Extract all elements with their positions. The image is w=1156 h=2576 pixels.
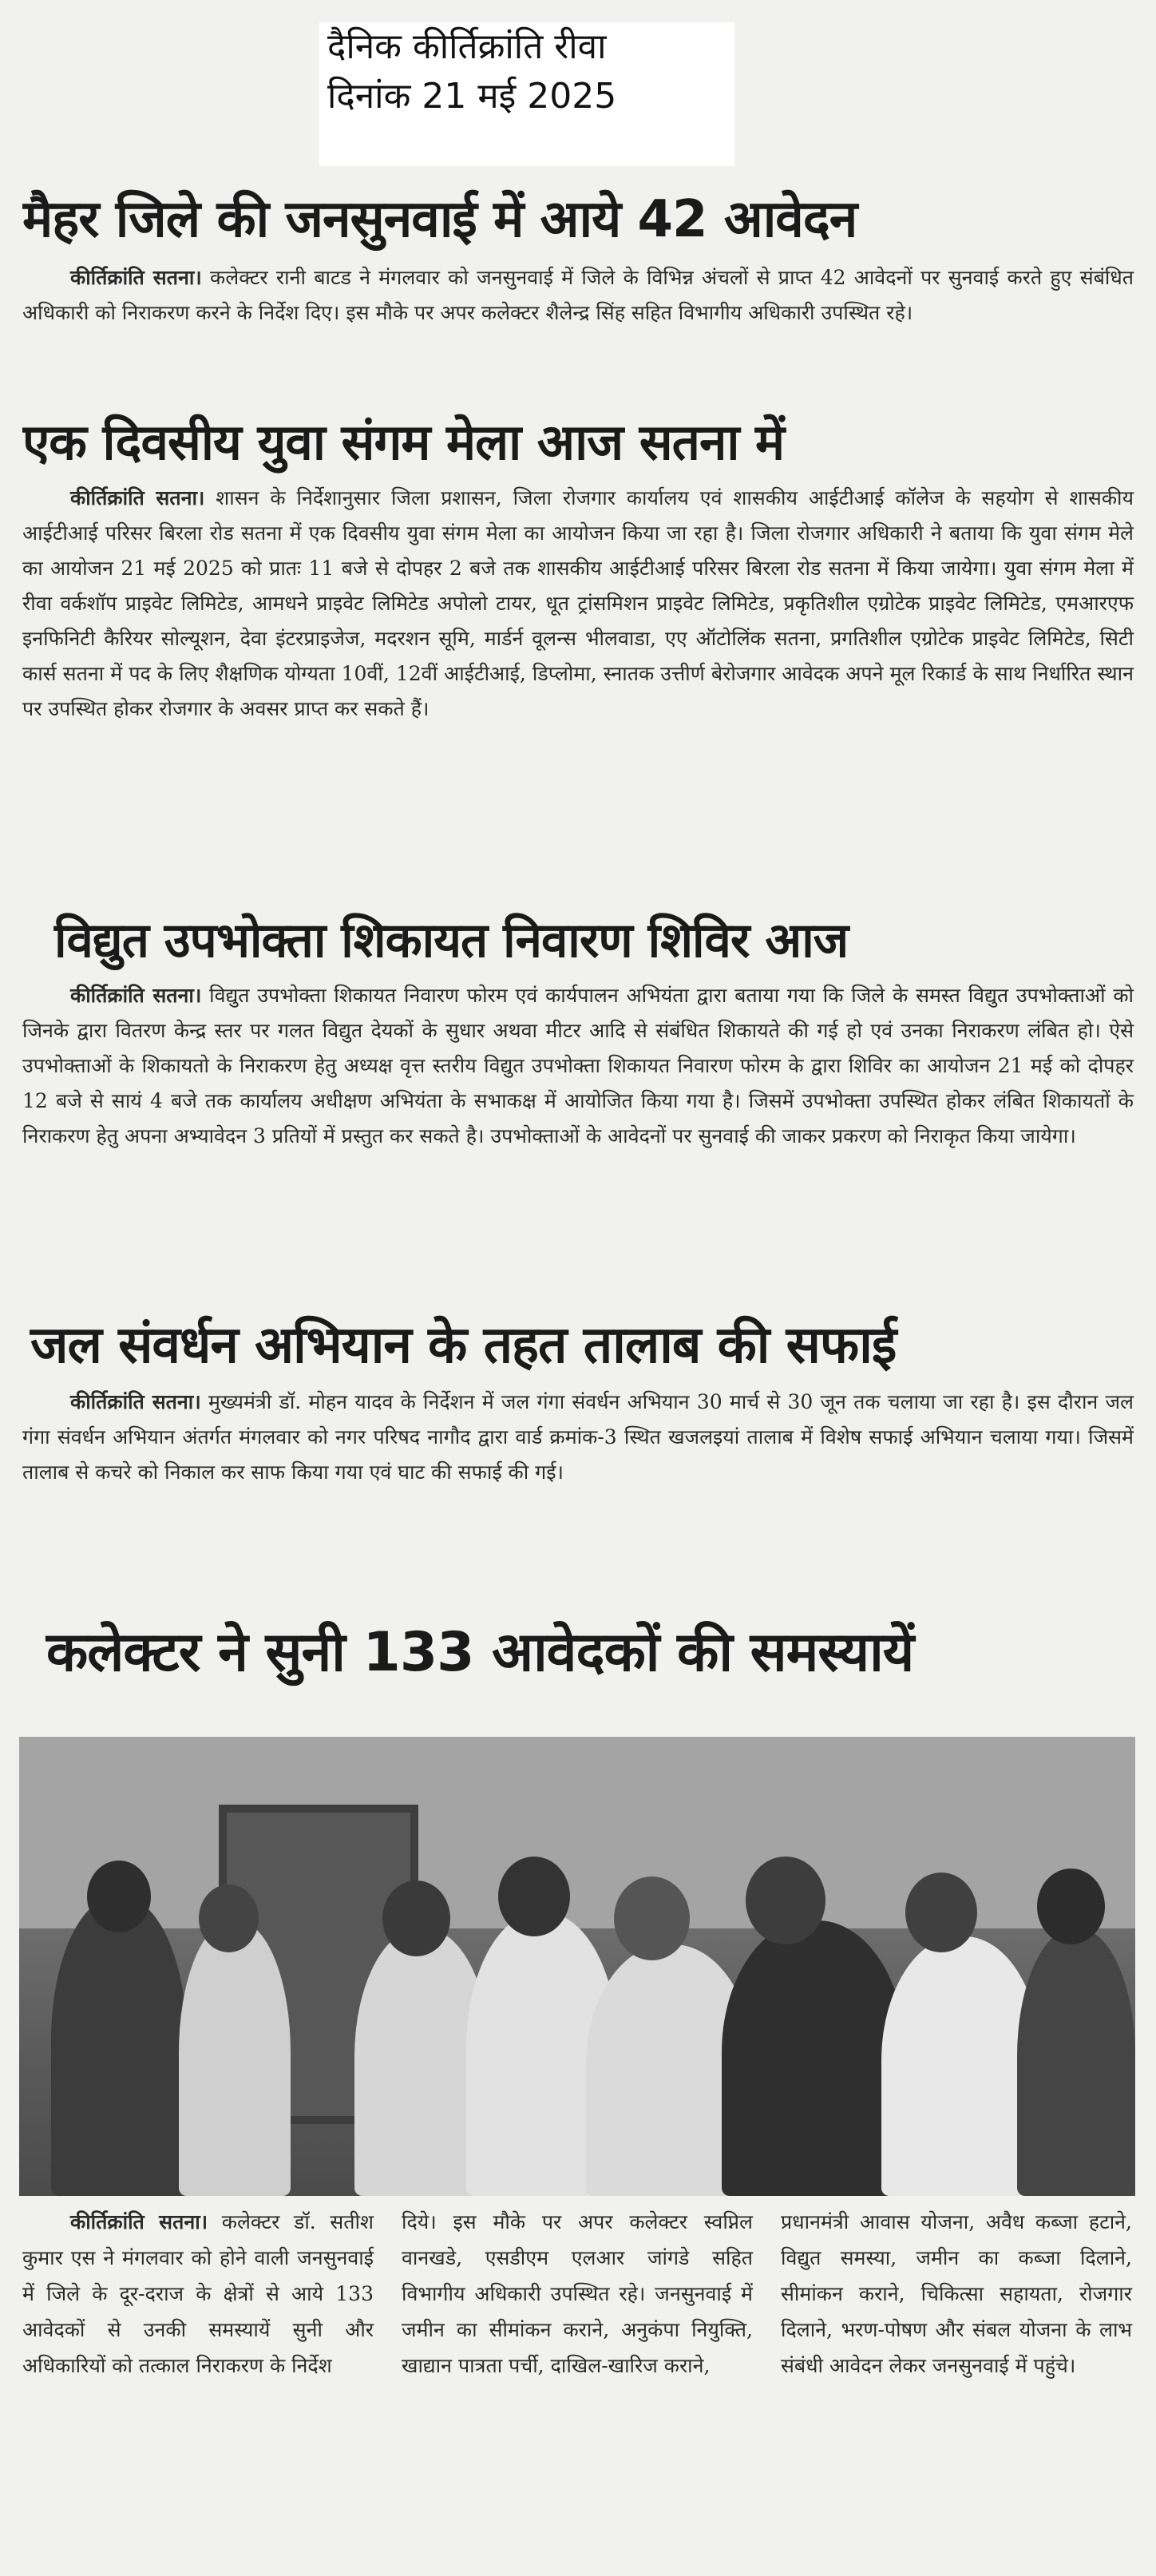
story-dateline: कीर्तिक्रांति सतना। (70, 1390, 201, 1413)
story-headline: कलेक्टर ने सुनी 133 आवेदकों की समस्यायें (46, 1621, 914, 1684)
newspaper-name: दैनिक कीर्तिक्रांति रीवा (327, 26, 607, 67)
story-body (22, 2204, 374, 2384)
story-jal-sanvardhan (22, 1310, 1134, 1490)
story-headline: एक दिवसीय युवा संगम मेला आज सतना में (22, 413, 785, 471)
person-figure (722, 1920, 905, 2196)
person-figure (51, 1896, 187, 2196)
person-head (382, 1880, 450, 1956)
person-head (905, 1873, 977, 1952)
person-head (87, 1861, 151, 1932)
newspaper-source-label (319, 22, 734, 166)
story-text: विद्युत उपभोक्ता शिकायत निवारण फोरम एवं कार्यपालन अभियंता द्वारा बताया गया कि जिले के समस्त विद्युत उपभोक्ताओं को जिनके द्वारा वितरण केन्द्र स्तर पर गलत विद्युत देयकों के सुधार अथवा मीटर आदि से संबंधित शिकायते की गई हो एवं उनका निराकरण लंबित हो। ऐसे उपभोक्ताओं के शिकायतो के निराकरण हेतु अध्यक्ष वृत्त स्तरीय विद्युत उपभोक्ता शिकायत निवारण फोरम के द्वारा शिविर का आयोजन 21 मई को दोपहर 12 बजे से सायं 4 बजे तक कार्यालय अधीक्षण अभियंता के सभाकक्ष में आयोजित किया गया है। जिसमें उपभोक्ता उपस्थित होकर लंबित शिकायतों के निराकरण हेतु अपना अभ्यावेदन 3 प्रतियों में प्रस्तुत कर सकते है। उपभोक्ताओं के आवेदनों पर सुनवाई की जाकर प्रकरण को निराकृत किया जायेगा। (22, 984, 1134, 1147)
person-figure (1017, 1928, 1135, 2196)
story-headline: जल संवर्धन अभियान के तहत तालाब की सफाई (30, 1316, 897, 1375)
text-column-1 (22, 2204, 374, 2384)
person-head (498, 1857, 570, 1936)
news-photo (19, 1737, 1135, 2196)
text-column-3 (781, 2204, 1132, 2384)
story-body: प्रधानमंत्री आवास योजना, अवैध कब्जा हटाने, विद्युत समस्या, जमीन का कब्जा दिलाने, सीमांकन कराने, चिकित्सा सहायता, रोजगार दिलाने, भरण-पोषण और संबल योजना के लाभ संबंधी आवेदन लेकर जनसुनवाई में पहुंचे। (781, 2210, 1132, 2377)
story-body: दिये। इस मौके पर अपर कलेक्टर स्वप्निल वानखडे, एसडीएम एलआर जांगडे सहित विभागीय अधिकारी उपस्थित रहे। जनसुनवाई में जमीन का सीमांकन कराने, अनुकंपा नियुक्ति, खाद्यान पात्रता पर्ची, दाखिल-खारिज कराने, (402, 2210, 753, 2377)
story-dateline: कीर्तिक्रांति सतना। (70, 266, 202, 289)
newspaper-clipping (0, 160, 1156, 2576)
story-vidyut-shivir (22, 906, 1134, 1154)
text-column-2 (402, 2204, 753, 2384)
story-headline: मैहर जिले की जनसुनवाई में आये 42 आवेदन (22, 190, 857, 249)
story-text: कलेक्टर रानी बाटड ने मंगलवार को जनसुनवाई में जिले के विभिन्न अंचलों से प्राप्त 42 आवेदनों पर सुनवाई करते हुए संबंधित अधिकारी को निराकरण करने के निर्देश दिए। इस मौके पर अपर कलेक्टर शैलेन्द्र सिंह सहित विभागीय अधिकारी उपस्थित रहे। (22, 266, 1134, 324)
story-text: कलेक्टर डॉ. सतीश कुमार एस ने मंगलवार को होने वाली जनसुनवाई में जिले के दूर-दराज के क्षेत्रों से आये 133 आवेदकों से उनकी समस्यायें सुनी और अधिकारियों को तत्काल निराकरण के निर्देश (22, 2210, 374, 2377)
story-collector-jansunwai (22, 1613, 1134, 1693)
publication-date: दिनांक 21 मई 2025 (327, 76, 617, 117)
story-headline: विद्युत उपभोक्ता शिकायत निवारण शिविर आज (54, 913, 849, 969)
story-dateline: कीर्तिक्रांति सतना। (70, 984, 202, 1007)
person-head (1037, 1869, 1105, 1944)
story-text: शासन के निर्देशानुसार जिला प्रशासन, जिला रोजगार कार्यालय एवं शासकीय आईटीआई कॉलेज के सहयोग से शासकीय आईटीआई परिसर बिरला रोड सतना में एक दिवसीय युवा संगम मेला का आयोजन किया जा रहा है। जिला रोजगार अधिकारी ने बताया कि युवा संगम मेले का आयोजन 21 मई 2025 को प्रातः 11 बजे से दोपहर 2 बजे तक शासकीय आईटीआई परिसर बिरला रोड सतना में किया जायेगा। युवा संगम मेला में रीवा वर्कशॉप प्राइवेट लिमिटेड, आमधने प्राइवेट लिमिटेड अपोलो टायर, धूत ट्रांसमिशन प्राइवेट लिमिटेड, प्रकृतिशील एग्रोटेक प्राइवेट लिमिटेड, एमआरएफ इनफिनिटी कैरियर सोल्यूशन, देवा इंटरप्राइजेज, मदरशन सूमि, मार्डर्न वूलन्स भीलवाडा, एए ऑटोलिंक सतना, प्रगतिशील एग्रोटेक प्राइवेट लिमिटेड, सिटी कार्स सतना में पद के लिए शैक्षणिक योग्यता 10वीं, 12वीं आईटीआई, डिप्लोमा, स्नातक उत्तीर्ण बेरोजगार आवेदक अपने मूल रिकार्ड के साथ निर्धारित स्थान पर उपस्थित होकर रोजगार के अवसर प्राप्त कर सकते हैं। (22, 486, 1134, 720)
story-body (22, 481, 1134, 727)
story-text: मुख्यमंत्री डॉ. मोहन यादव के निर्देशन में जल गंगा संवर्धन अभियान 30 मार्च से 30 जून तक चलाया जा रहा है। इस दौरान जल गंगा संवर्धन अभियान अंतर्गत मंगलवार को नगर परिषद नागौद द्वारा वार्ड क्रमांक-3 स्थित खजलइयां तालाब में विशेष सफाई अभियान चलाया गया। जिसमें तालाब से कचरे को निकाल कर साफ किया गया एवं घाट की सफाई की गई। (22, 1390, 1134, 1484)
story-body (22, 1385, 1134, 1490)
person-head (746, 1857, 825, 1944)
story-body (22, 978, 1134, 1154)
story-body (22, 260, 1134, 331)
person-head (199, 1884, 259, 1952)
story-collector-jansunwai-body (22, 2204, 1134, 2539)
story-yuva-sangam-mela (22, 407, 1134, 727)
story-maihar-jansunwai (22, 184, 1134, 331)
person-head (614, 1877, 690, 1960)
story-dateline: कीर्तिक्रांति सतना। (70, 2210, 208, 2233)
person-figure (179, 1920, 291, 2196)
story-dateline: कीर्तिक्रांति सतना। (70, 486, 205, 509)
